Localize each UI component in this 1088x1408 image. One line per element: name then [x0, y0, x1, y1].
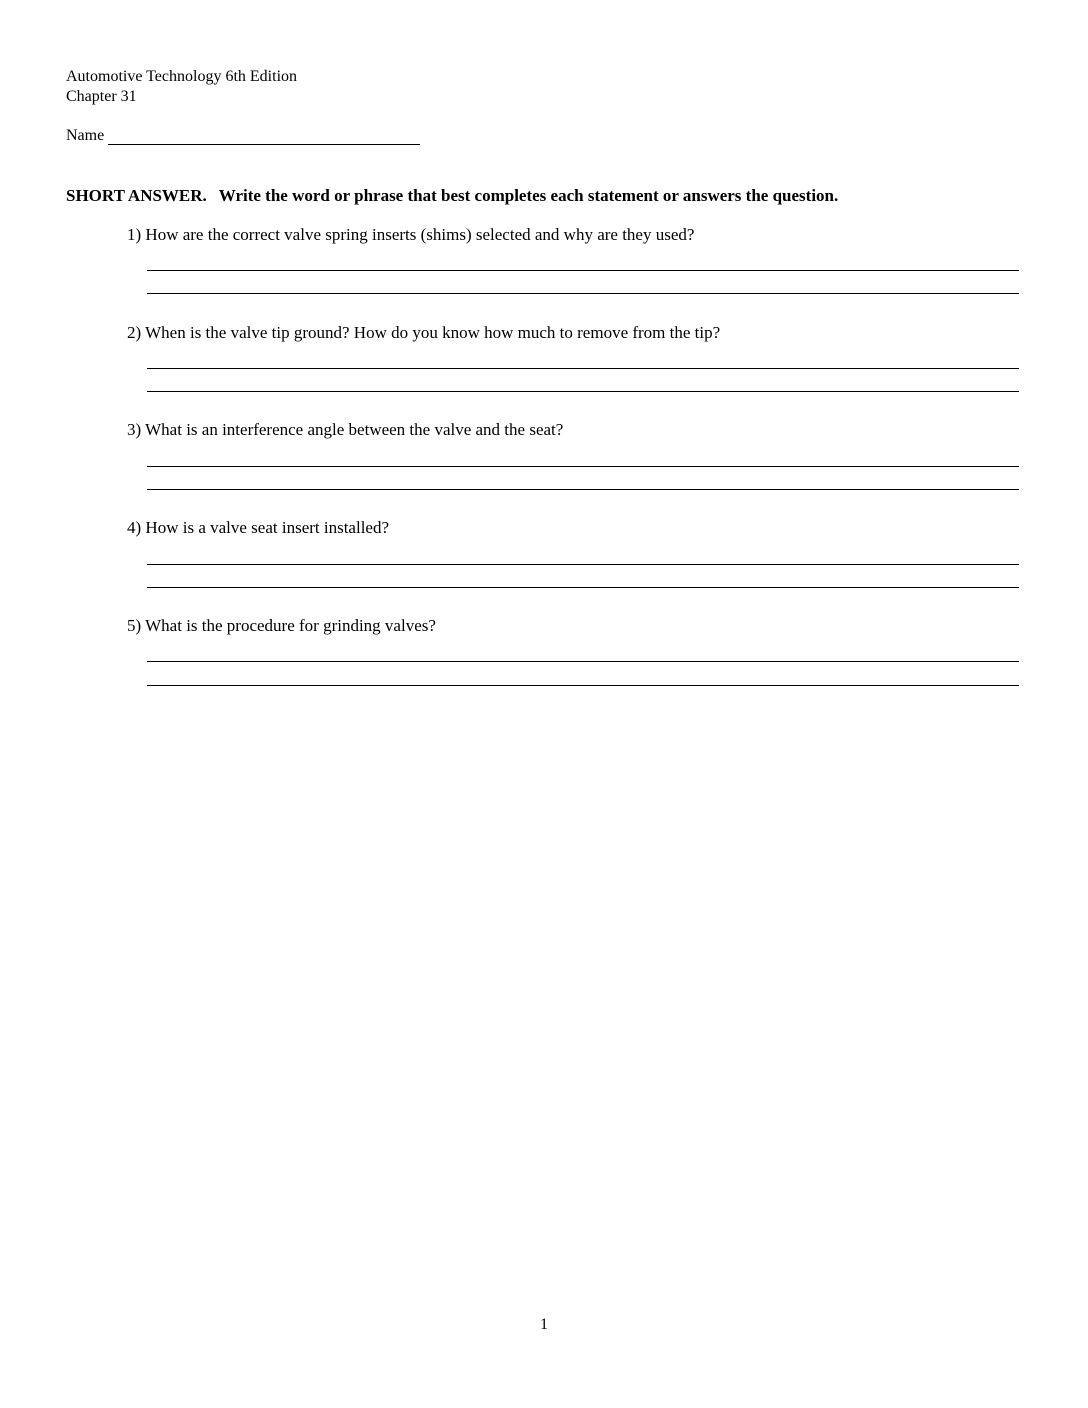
question-text: What is an interference angle between the valve and the seat?: [145, 420, 564, 439]
question-2: [127, 322, 720, 344]
question-text: What is the procedure for grinding valves?: [145, 616, 436, 635]
question-number: 5): [127, 616, 142, 635]
question-number: 4): [127, 518, 142, 537]
question-1: [127, 224, 694, 246]
answer-line-4b[interactable]: [147, 587, 1019, 588]
chapter-label: Chapter 31: [66, 88, 137, 105]
answer-line-3a[interactable]: [147, 466, 1019, 467]
question-number: 1): [127, 225, 142, 244]
page-number: 1: [540, 1316, 548, 1333]
question-number: 3): [127, 420, 142, 439]
answer-line-5b[interactable]: [147, 685, 1019, 686]
answer-line-5a[interactable]: [147, 661, 1019, 662]
answer-line-2a[interactable]: [147, 368, 1019, 369]
book-title: Automotive Technology 6th Edition: [66, 68, 298, 85]
name-label: Name: [66, 127, 105, 144]
question-text: How are the correct valve spring inserts (shims) selected and why are they used?: [145, 225, 695, 244]
name-blank-line[interactable]: [108, 144, 420, 145]
question-text: When is the valve tip ground? How do you know how much to remove from the tip?: [145, 323, 721, 342]
question-4: [127, 517, 389, 539]
question-3: [127, 419, 563, 441]
answer-line-1b[interactable]: [147, 293, 1019, 294]
answer-line-3b[interactable]: [147, 489, 1019, 490]
question-number: 2): [127, 323, 142, 342]
question-text: How is a valve seat insert installed?: [145, 518, 390, 537]
section-instructions: [66, 185, 838, 207]
question-5: [127, 615, 436, 637]
answer-line-1a[interactable]: [147, 270, 1019, 271]
section-heading: SHORT ANSWER.: [66, 186, 207, 205]
instructions-text: Write the word or phrase that best completes each statement or answers the question.: [218, 186, 839, 205]
answer-line-2b[interactable]: [147, 391, 1019, 392]
answer-line-4a[interactable]: [147, 564, 1019, 565]
